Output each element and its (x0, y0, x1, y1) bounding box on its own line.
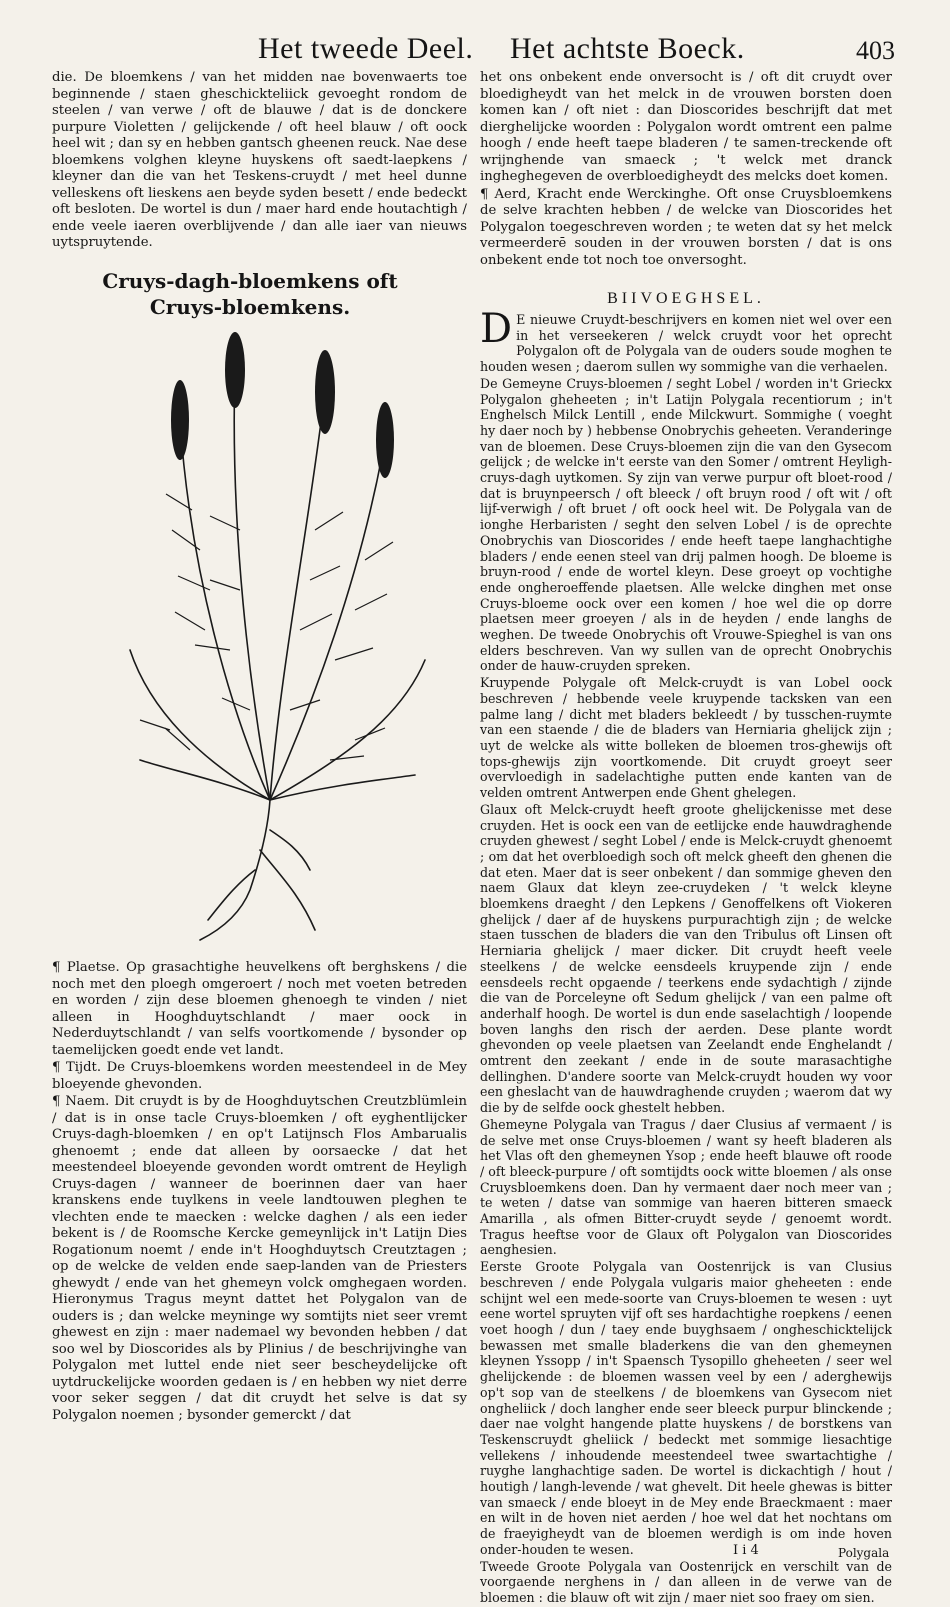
drop-cap: D (480, 306, 513, 352)
plant-woodcut-illustration (110, 330, 440, 950)
paragraph: ¶ Aerd, Kracht ende Werckinghe. Oft onse Cruysbloemkens de selve krachten hebben / de welcke van Dioscorides het Polygalon toegeschreven worden ; te weten dat sy het melck vermeerderē souden in der vrouwen borsten / dat is ons onbekent ende tot noch toe onversoght. (480, 186, 892, 268)
plant-title-line: Cruys-bloemkens. (149, 295, 351, 319)
paragraph: De Gemeyne Cruys-bloemen / seght Lobel / worden in't Grieckx Polygalon gheheeten ; in't Latijn Polygala recentiorum ; in't Enghelsch Milck Lentill , ende Milckwurt. Sommighe ( voeght hy daer noch by ) hebbense Onobrychis geheeten. Veranderinge van de bloemen. Dese Cruys-bloemen zijn die van den Gysecom gelijck ; de welcke in't eerste van den Somer / omtrent Heyligh-cruys-dagh uytkomen. Sy zijn van verwe purpur oft bloet-rood / dat is bruynpeersch / oft bleeck / oft bruyn rood / oft wit / oft lijf-verwigh / oft bruet / oft oock heel wit. De Polygala van de ionghe Herbaristen / seght den selven Lobel / is de oprechte Onobrychis van Dioscorides / ende heeft taepe langhachtighe bladers / ende eenen steel van drij palmen hoogh. De bloeme is bruyn-rood / ende de wortel kleyn. Dese groeyt op vochtighe ende ongheroeffende plaetsen. Alle welcke dinghen met onse Cruys-bloeme oock over een komen / hoe wel die op dorre plaetsen meer groeyen / als in de heyden / ende langhs de weghen. De tweede Onobrychis oft Vrouwe-Spieghel is van ons elders beschreven. Van wy sullen van de oprecht Onobrychis onder de hauw-cruyden spreken. (480, 375, 892, 674)
paragraph-text: E nieuwe Cruydt-beschrijvers en komen niet wel over een in het verseekeren / welck cruydt voor het oprecht Polygalon oft de Polygala van de ouders soude moghen te houden wesen ; daerom sullen wy sommighe van die verhaelen. (480, 312, 892, 375)
section-title: BIIVOEGHSEL. (607, 290, 765, 307)
paragraph: Eerste Groote Polygala van Oostenrijck is van Clusius beschreven / ende Polygala vulgaris maior gheheeten : ende schijnt wel een mede-soorte van Cruys-bloemen te wesen : uyt eene wortel spruyten vijf oft ses hardachtighe roepkens / eenen voet hoogh / dun / taey ende buyghsaem / ongheschicktelijck bewassen met smalle bladerkens die van den ghemeynen kleynen Yssopp / in't Spaensch Tysopillo gheheeten / seer wel ghelijckende : de bloemen wassen veel by een / aderghewijs op't sop van de steelkens / de bloemkens van Gysecom niet ongheliick / doch langher ende seer bleeck purpur blinckende ; daer nae volght hangende platte huyskens / de borstkens van Teskenscruydt gheliick / bedeckt met sommige liesachtige vellekens / inhoudende meestendeel twee swartachtighe / ruyghe langhachtige saden. De wortel is dickachtigh / hout / houtigh / langh-levende / wat ghevelt. Dit heele ghewas is bitter van smaeck / ende bloeyt in de Mey ende Braeckmaent : maer en wilt in de hoven niet aerden / hoe wel dat het nochtans om de fraeyigheydt van de bloemen werdigh is om inde hoven onder-houden te wesen. (480, 1259, 892, 1557)
paragraph: Kruypende Polygale oft Melck-cruydt is van Lobel oock beschreven / hebbende veele kruypende tacksken van een palme lang / dicht met bladers bekleedt / by tusschen-ruymte van een staende / die de bladers van Herniaria ghelijck zijn ; uyt de welcke als witte bolleken de bloemen tros-ghewijs oft tops-ghewijs zijn voortkomende. Dit cruydt groeyt seer overvloedigh in sadelachtighe putten ende kanten van de velden omtrent Antwerpen ende Ghent ghelegen. (480, 675, 892, 801)
right-column-main-text (480, 306, 892, 1607)
page-number: 403 (856, 36, 895, 65)
running-header-left: Het tweede Deel. (258, 32, 474, 65)
running-header-right: Het achtste Boeck. (510, 32, 745, 65)
paragraph: ¶ Naem. Dit cruydt is by de Hooghduytschen Creutzblümlein / dat is in onse tacle Cruys-bloemken / oft eyghentlijcker Cruys-dagh-bloemken / en op't Latijnsch Flos Ambarualis ghenoemt ; ende dat alleen by oorsaecke / dat het meestendeel bloeyende gevonden wordt omtrent de Heyligh Cruys-dagen / wanneer de boerinnen daer van haer kranskens ende tuylkens in veele landtouwen pleghen te vlechten ende te maecken : welcke daghen / als een ieder bekent is / de Roomsche Kercke gemeynlijck in't Latijn Dies Rogationum noemt / ende in't Hooghduytsch Creutztagen ; op de welcke de velden ende saep-landen van de Priesters ghewydt / ende van het ghemeyn volck omghegaen worden. Hieronymus Tragus meynt dattet het Polygalon van de ouders is ; dan welcke meyninge wy somtijts niet seer vremt ghewest en zijn : maer nademael wy bevonden hebben / dat soo wel by Dioscorides als by Plinius / de beschrijvinghe van Polygalon met luttel ende niet seer bescheydelijcke oft uytdruckelijcke woorden gedaen is / en hebben wy niet derre voor seker seggen / dat dit cruydt het selve is dat sy Polygalon noemen ; bysonder gemerckt / dat (52, 1094, 467, 1423)
catchword: Polygala (838, 1546, 890, 1560)
paragraph: ¶ Tijdt. De Cruys-bloemkens worden meestendeel in de Mey bloeyende ghevonden. (52, 1060, 467, 1092)
plant-title (90, 268, 410, 320)
paragraph: Ghemeyne Polygala van Tragus / daer Clusius af vermaent / is de selve met onse Cruys-bloemen / want sy heeft bladeren als het Vlas oft den ghemeynen Ysop ; ende heeft blauwe oft roode / oft bleeck-purpure / oft somtijdts oock witte bloemen / als onse Cruysbloemkens doen. Dan hy vermaent daer noch meer van ; te weten / datse van sommige van haeren bitteren smaeck Amarilla , als ofmen Bitter-cruydt seyde / genoemt wordt. Tragus heeftse voor de Glaux oft Polygalon van Dioscorides aenghesien. (480, 1116, 892, 1258)
paragraph: die. De bloemkens / van het midden nae bovenwaerts toe beginnende / staen gheschickteliick gevoeght rondom de steelen / van verwe / oft de blauwe / dat is de donckere purpure Violetten / gelijckende / oft heel blauw / oft oock heel wit ; dan sy en hebben gantsch gheenen reuck. Nae dese bloemkens volghen kleyne huyskens oft saedt-laepkens / kleyner dan die van het Teskens-cruydt / met heel dunne velleskens oft lieskens aen beyde syden besett / ende bedeckt oft besloten. De wortel is dun / maer hard ende houtachtigh / ende veele iaeren overblijvende / dan alle iaer van nieuws uytspruytende. (52, 70, 467, 250)
paragraph: Glaux oft Melck-cruydt heeft groote ghelijckenisse met dese cruyden. Het is oock een van de eetlijcke ende hauwdraghende cruyden ghewest / seght Lobel / ende is Melck-cruydt ghenoemt ; om dat het overbloedigh soch oft melck gheeft den ghenen die dat eten. Maer dat is seer onbekent / dan sommige gheven den naem Glaux dat kleyn zee-cruydeken / 't welck kleyne bloemkens draeght / den Lepkens / Genoffelkens oft Viokeren ghelijck / daer af de huyskens purpurachtigh zijn ; de welcke staen tusschen de bladers die van den Tribulus oft Linsen oft Herniaria ghelijck / maer dicker. Dit cruydt heeft veele steelkens / de welcke eensdeels kruypende zijn / ende eensdeels recht opgaende / teerkens ende sydachtigh / zijnde die van de Porceleyne oft Sedum ghelijck / van een palme oft anderhalf hoogh. De wortel is dun ende saselachtigh / loopende boven langhs den risch der aerden. Dese plante wordt ghevonden op veele plaetsen van Zeelandt ende Enghelandt / omtrent den zeekant / ende in de soute marasachtighe dellinghen. D'andere soorte van Melck-cruydt houden wy voor een gheslacht van de hauwdraghende cruyden ; waerom dat wy die by de selfde oock ghestelt hebben. (480, 801, 892, 1116)
paragraph: Tweede Groote Polygala van Oostenrijck en verschilt van de voorgaende nerghens in / dan alleen in de verwe van de bloemen : die blauw oft wit zijn / maer niet soo fraey om sien. (480, 1558, 892, 1605)
paragraph: het ons onbekent ende onversocht is / oft dit cruydt over bloedigheydt van het melck in de vrouwen borsten doen komen kan / oft niet : dan Dioscorides beschrijft dat met dierghelijcke woorden : Polygalon wordt omtrent een palme hoogh / ende heeft taepe bladeren / te samen-treckende oft wrijnghende van smaeck ; 't welck met dranck ingheghegeven de overbloedigheydt des melcks doet komen. (480, 70, 892, 184)
right-column-top-text (480, 70, 892, 270)
plant-title-line: Cruys-dagh-bloemkens oft (102, 269, 398, 293)
signature-mark: I i 4 (733, 1543, 759, 1558)
paragraph (480, 306, 892, 375)
left-column-bottom-text (52, 960, 467, 1425)
paragraph: ¶ Plaetse. Op grasachtighe heuvelkens oft berghskens / die noch met den ploegh omgeroert / noch met voeten betreden en worden / zijn dese bloemen ghenoegh te vinden / niet alleen in Hooghduytschlandt / maer oock in Nederduytschlandt / van selfs voortkomende / bysonder op taemelijcken goedt ende vet landt. (52, 960, 467, 1058)
left-column-top-text (52, 70, 467, 253)
